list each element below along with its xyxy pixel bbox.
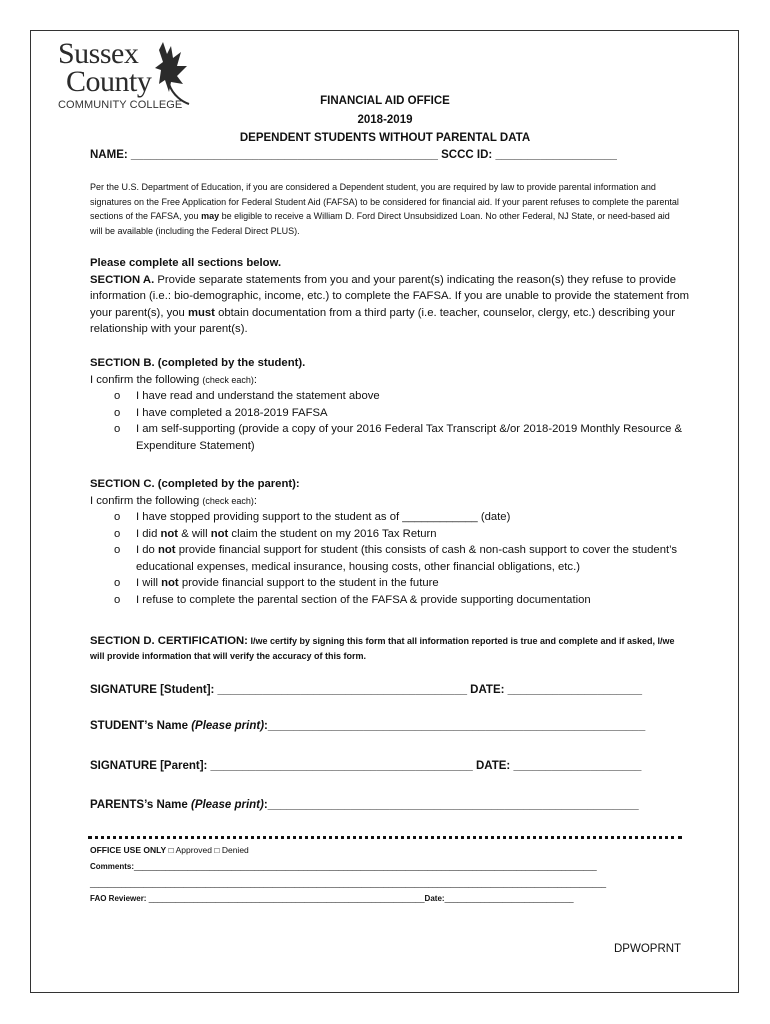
student-name-field[interactable]: :___________________________________________________________: [264, 720, 646, 732]
office-title: FINANCIAL AID OFFICE: [320, 95, 450, 107]
emphasis-not: not: [157, 544, 176, 556]
parent-name-field[interactable]: :__________________________________________________________: [263, 799, 639, 811]
office-use-label: OFFICE USE ONLY: [90, 845, 167, 855]
comments-label: Comments:: [90, 862, 135, 871]
section-b-option[interactable]: [90, 421, 690, 454]
section-a-label: SECTION A.: [90, 273, 155, 286]
section-b: [90, 355, 690, 454]
please-print-note: (Please print): [191, 720, 265, 732]
dotted-divider: [88, 836, 682, 839]
section-c-title: SECTION C. (completed by the parent):: [90, 478, 300, 490]
option-text: & will: [178, 527, 211, 540]
section-d: [90, 634, 690, 664]
section-c-confirm: [90, 493, 690, 510]
intro-text-1: Per the U.S. Department of Education, if you are considered a Dependent student, you are required by law to provide parental information and signatures on the Free Application for Federal Student Aid (FAFSA) to be considered for financial aid. If your parent refuses to complete the parental sections of the FAFSA, you: [90, 182, 679, 221]
intro-may: may: [201, 211, 220, 221]
section-b-confirm: [90, 372, 690, 389]
checkbox-bullet[interactable]: o: [114, 390, 121, 402]
option-text: I have completed a 2018-2019 FAFSA: [136, 406, 328, 419]
section-c-option[interactable]: [90, 575, 690, 592]
sccc-id-field[interactable]: ___________________: [495, 149, 617, 161]
confirm-text: I confirm the following: [90, 494, 203, 507]
reviewer-date-label: Date:: [424, 894, 445, 903]
section-c-option[interactable]: [90, 509, 690, 526]
name-field[interactable]: ________________________________________________: [130, 149, 438, 161]
logo-line-2: County: [66, 65, 152, 98]
checkbox-bullet[interactable]: o: [114, 544, 121, 556]
check-each-note: (check each): [202, 374, 254, 385]
intro-paragraph: [90, 180, 680, 238]
checkbox-bullet[interactable]: o: [114, 406, 121, 419]
office-use-row: [90, 845, 249, 855]
section-b-options: [90, 388, 690, 454]
name-label: NAME:: [90, 149, 128, 161]
intro-text-2: be eligible to receive a William D. Ford Direct Unsubsidized Loan. No other Federal, NJ State, or need-based aid will be available (including the Federal Direct PLUS).: [90, 211, 670, 236]
emphasis-not: not: [210, 527, 229, 540]
check-each-note: (check each): [202, 495, 254, 506]
emphasis-not: not: [160, 527, 179, 540]
certification-text: I/we certify by signing this form that all information reported is true and complete and if asked, I/we will provide information that will verify the accuracy of this form.: [90, 636, 675, 661]
logo-line-1: Sussex: [58, 37, 139, 70]
section-c-option[interactable]: [90, 542, 690, 575]
reviewer-field[interactable]: ______________________________________________________________: [146, 894, 425, 903]
confirm-colon: :: [253, 494, 258, 507]
reviewer-label: FAO Reviewer:: [90, 894, 147, 903]
section-c-options: [90, 509, 690, 608]
student-name-label: STUDENT’s Name: [90, 720, 192, 732]
option-text: I have stopped providing support to the student as of ____________ (date): [136, 511, 511, 523]
option-text: claim the student on my 2016 Tax Return: [228, 527, 437, 540]
please-print-note: (Please print): [190, 799, 264, 811]
option-text: I am self-supporting (provide a copy of your 2016 Federal Tax Transcript &/or 2018-2019 Monthly Resource & Expenditure Statement): [136, 423, 683, 452]
section-c-option[interactable]: [90, 592, 690, 609]
parent-name-label: PARENTS’s Name: [90, 799, 191, 811]
option-text: provide financial support for student (this consists of cash & non-cash support to cover the student’s educational expenses, medical insurance, housing costs, other financial obligations, etc.): [136, 544, 678, 573]
comments-row[interactable]: [90, 862, 597, 871]
section-c-option[interactable]: [90, 526, 690, 543]
option-text: I do: [136, 544, 158, 556]
section-b-option[interactable]: [90, 388, 690, 405]
section-b-title: SECTION B. (completed by the student).: [90, 357, 306, 369]
checkbox-bullet[interactable]: o: [114, 593, 121, 606]
parent-name-row[interactable]: [90, 799, 639, 811]
section-a-text: [90, 272, 690, 338]
checkbox-bullet[interactable]: o: [114, 527, 121, 540]
checkbox-bullet[interactable]: o: [114, 423, 121, 435]
option-text: I did: [136, 527, 161, 540]
form-code: DPWOPRNT: [614, 943, 682, 955]
instructions-heading: Please complete all sections below.: [90, 257, 282, 269]
checkbox-bullet[interactable]: o: [114, 511, 121, 523]
option-text: provide financial support to the student in the future: [178, 577, 439, 589]
sccc-id-label: SCCC ID:: [441, 149, 493, 161]
checkbox-bullet[interactable]: o: [114, 577, 121, 589]
section-a: [90, 255, 690, 338]
section-a-text-2: obtain documentation from a third party (i.e. teacher, counselor, clergy, etc.) describing your relationship with your parent(s).: [90, 306, 676, 335]
confirm-colon: :: [253, 373, 258, 386]
logo-line-3: COMMUNITY COLLEGE: [58, 99, 183, 111]
option-text: I have read and understand the statement above: [136, 390, 380, 402]
name-row: [90, 149, 617, 161]
option-text: I refuse to complete the parental section of the FAFSA & provide supporting documentation: [136, 593, 591, 606]
emphasis-not: not: [161, 577, 179, 589]
option-text: I will: [136, 577, 162, 589]
academic-year: 2018-2019: [357, 114, 413, 126]
section-c: [90, 476, 690, 608]
section-a-must: must: [187, 306, 215, 319]
section-a-text-1: Provide separate statements from you and your parent(s) indicating the reason(s) they refuse to provide information (i.e.: bio-demographic, income, etc.) to complete the FAFSA. If you are unable to provide the statement from your parent(s), you: [90, 273, 690, 319]
section-d-label: SECTION D. CERTIFICATION:: [90, 635, 248, 647]
section-b-option[interactable]: [90, 405, 690, 422]
student-name-row[interactable]: [90, 720, 645, 732]
reviewer-row[interactable]: [90, 894, 574, 903]
comments-row-2[interactable]: ____________________________________________________________________________________________________________________: [90, 879, 607, 888]
comments-field[interactable]: ________________________________________________________________________________________________________: [134, 862, 597, 871]
parent-signature-row[interactable]: SIGNATURE [Parent]: _________________________________________ DATE: ____________________: [90, 760, 642, 772]
approval-checkboxes[interactable]: □ Approved □ Denied: [166, 845, 249, 855]
confirm-text: I confirm the following: [90, 373, 203, 386]
reviewer-date-field[interactable]: _____________________________: [444, 894, 574, 903]
student-signature-row[interactable]: SIGNATURE [Student]: _______________________________________ DATE: _____________________: [90, 684, 642, 696]
form-title: DEPENDENT STUDENTS WITHOUT PARENTAL DATA: [239, 132, 531, 144]
